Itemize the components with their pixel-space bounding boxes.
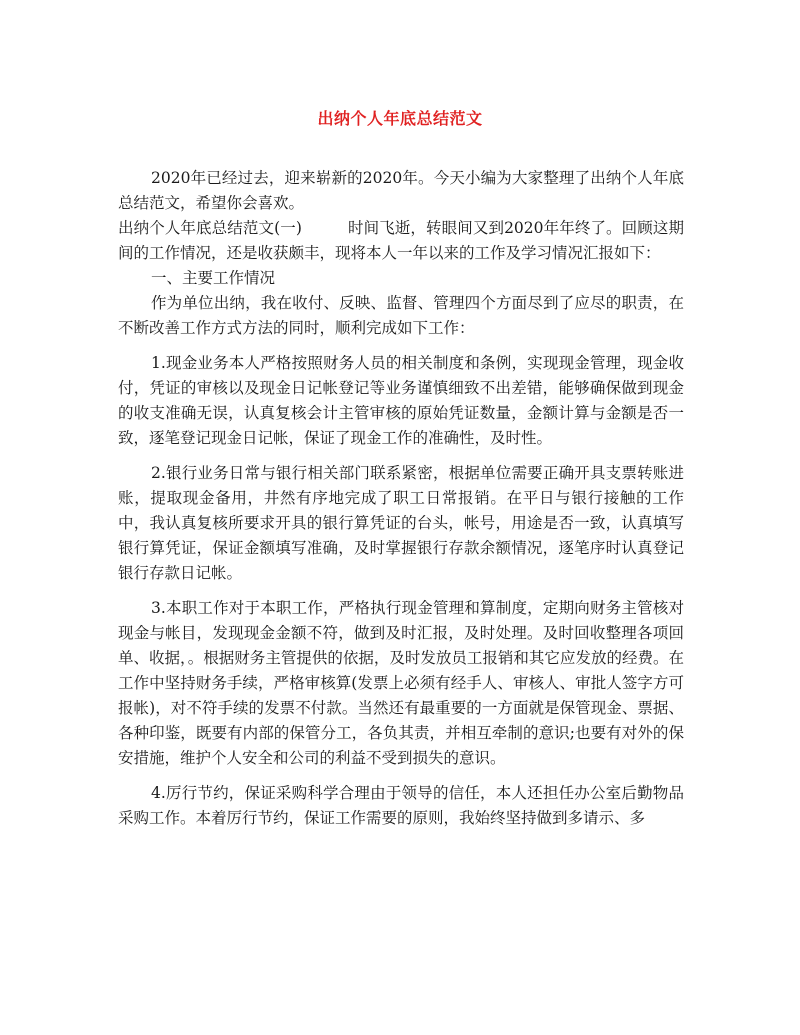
item-2-paragraph: 2.银行业务日常与银行相关部门联系紧密，根据单位需要正确开具支票转账进账，提取现金备用，井然有序地完成了职工日常报销。在平日与银行接触的工作中，我认真复核所要求开具的银行算凭证的台头，帐号，用途是否一致，认真填写银行算凭证，保证金额填写准确，及时掌握银行存款余额情况，逐笔序时认真登记银行存款日记帐。 (118, 464, 684, 582)
document-title: 出纳个人年底总结范文 (317, 109, 483, 128)
intro-paragraph: 2020年已经过去，迎来崭新的2020年。今天小编为大家整理了出纳个人年底总结范文，希望你会喜欢。 (118, 169, 684, 212)
item-3-paragraph: 3.本职工作对于本职工作，严格执行现金管理和算制度，定期向财务主管核对现金与帐目，发现现金金额不符，做到及时汇报，及时处理。及时回收整理各项回单、收据，。根据财务主管提供的依据，及时发放员工报销和其它应发放的经费。在工作中坚持财务手续，严格审核算(发票上必须有经手人、审核人、审批人签字方可报帐)，对不符手续的发票不付款。当然还有最重要的一方面就是保管现金、票据、各种印鉴，既要有内部的保管分工，各负其责，并相互牵制的意识;也要有对外的保安措施，维护个人安全和公司的利益不受到损失的意识。 (118, 599, 684, 767)
section-heading: 一、主要工作情况 (151, 269, 276, 287)
document-body (118, 166, 684, 831)
sample-paragraph (118, 216, 684, 266)
item-1-paragraph: 1.现金业务本人严格按照财务人员的相关制度和条例，实现现金管理，现金收付，凭证的审核以及现金日记帐登记等业务谨慎细致不出差错，能够确保做到现金的收支准确无误，认真复核会计主管审核的原始凭证数量，金额计算与金额是否一致，逐笔登记现金日记帐，保证了现金工作的准确性，及时性。 (118, 354, 684, 447)
sample-first-text: 时间飞逝，转眼间又到2020年年终了。回顾这期间的工作情况，还是收获颇丰，现将本人一年以来的工作及学习情况汇报如下： (118, 219, 684, 262)
sample-label: 出纳个人年底总结范文(一) (118, 219, 302, 237)
overview-paragraph: 作为单位出纳，我在收付、反映、监督、管理四个方面尽到了应尽的职责，在不断改善工作方式方法的同时，顺利完成如下工作： (118, 294, 684, 337)
item-4-paragraph: 4.厉行节约，保证采购科学合理由于领导的信任，本人还担任办公室后勤物品采购工作。本着厉行节约，保证工作需要的原则，我始终坚持做到多请示、多 (118, 784, 684, 827)
